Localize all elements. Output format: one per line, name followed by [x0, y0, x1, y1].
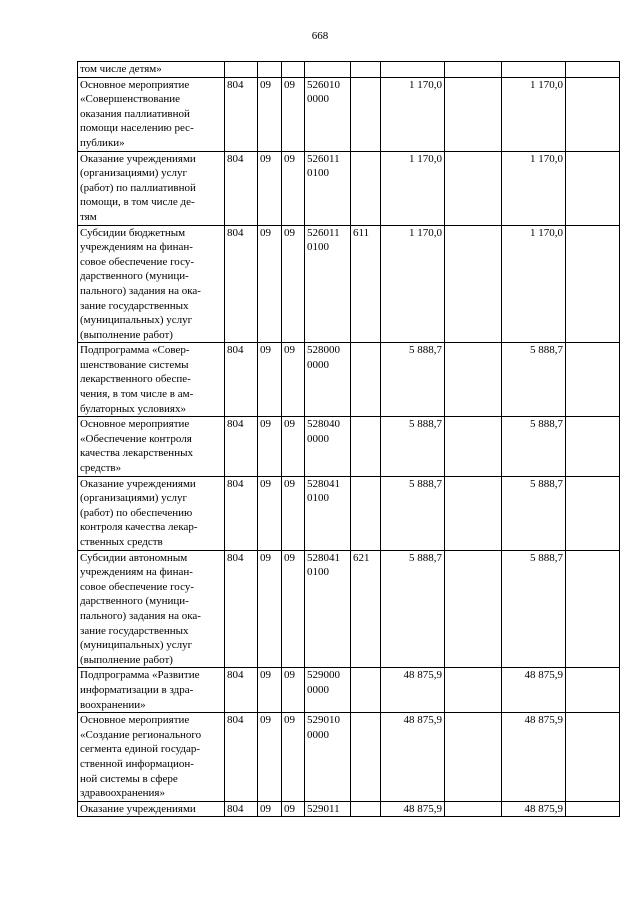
- amount-blank: [445, 225, 502, 343]
- section-code: 09: [258, 77, 282, 151]
- target-article-code: 526011 0100: [305, 225, 351, 343]
- expense-type-code: [351, 417, 381, 476]
- row-name: Оказание учреждениями (организациями) услуг (работ) по обеспечению контроля качества лекар- ственных средств: [78, 476, 225, 550]
- amount-blank-last: [566, 668, 620, 713]
- target-article-code: 529000 0000: [305, 668, 351, 713]
- expense-type-code: [351, 801, 381, 817]
- amount-blank-last: [566, 801, 620, 817]
- amount-total: 1 170,0: [381, 225, 445, 343]
- amount-blank-last: [566, 343, 620, 417]
- expense-type-code: [351, 476, 381, 550]
- amount-secondary: 48 875,9: [502, 713, 566, 802]
- section-code: [258, 62, 282, 78]
- amount-total: 5 888,7: [381, 550, 445, 668]
- target-article-code: 529010 0000: [305, 713, 351, 802]
- ministry-code: 804: [225, 668, 258, 713]
- section-code: 09: [258, 801, 282, 817]
- page-number: 668: [311, 30, 329, 42]
- section-code: 09: [258, 343, 282, 417]
- amount-total: 1 170,0: [381, 77, 445, 151]
- subsection-code: 09: [282, 225, 305, 343]
- expense-type-code: [351, 713, 381, 802]
- table-row: [78, 151, 620, 225]
- target-article-code: 528000 0000: [305, 343, 351, 417]
- ministry-code: 804: [225, 713, 258, 802]
- amount-blank-last: [566, 476, 620, 550]
- amount-blank: [445, 550, 502, 668]
- ministry-code: 804: [225, 343, 258, 417]
- row-name: Подпрограмма «Совер- шенствование системы лекарственного обеспе- чения, в том числе в ам- булаторных условиях»: [78, 343, 225, 417]
- target-article-code: 526011 0100: [305, 151, 351, 225]
- target-article-code: 526010 0000: [305, 77, 351, 151]
- ministry-code: 804: [225, 225, 258, 343]
- amount-blank: [445, 713, 502, 802]
- section-code: 09: [258, 417, 282, 476]
- amount-blank-last: [566, 417, 620, 476]
- expense-type-code: 611: [351, 225, 381, 343]
- amount-blank-last: [566, 77, 620, 151]
- expense-type-code: [351, 343, 381, 417]
- amount-blank-last: [566, 713, 620, 802]
- amount-blank: [445, 343, 502, 417]
- subsection-code: 09: [282, 77, 305, 151]
- amount-total: 1 170,0: [381, 151, 445, 225]
- amount-secondary: 1 170,0: [502, 225, 566, 343]
- subsection-code: 09: [282, 550, 305, 668]
- amount-secondary: 1 170,0: [502, 151, 566, 225]
- section-code: 09: [258, 713, 282, 802]
- target-article-code: [305, 62, 351, 78]
- section-code: 09: [258, 668, 282, 713]
- row-name: Подпрограмма «Развитие информатизации в здра- воохранении»: [78, 668, 225, 713]
- subsection-code: 09: [282, 476, 305, 550]
- amount-blank-last: [566, 550, 620, 668]
- table-row: [78, 417, 620, 476]
- amount-blank: [445, 417, 502, 476]
- amount-secondary: 48 875,9: [502, 801, 566, 817]
- ministry-code: 804: [225, 417, 258, 476]
- subsection-code: 09: [282, 343, 305, 417]
- ministry-code: 804: [225, 77, 258, 151]
- amount-secondary: 48 875,9: [502, 668, 566, 713]
- amount-total: [381, 62, 445, 78]
- subsection-code: 09: [282, 801, 305, 817]
- subsection-code: 09: [282, 417, 305, 476]
- target-article-code: 528040 0000: [305, 417, 351, 476]
- amount-blank-last: [566, 225, 620, 343]
- row-name: Субсидии автономным учреждениям на финан- совое обеспечение госу- дарственного (муници- пального) задания на ока- зание государственных (муниципальных) услуг (выполнение работ): [78, 550, 225, 668]
- amount-total: 48 875,9: [381, 801, 445, 817]
- amount-total: 5 888,7: [381, 417, 445, 476]
- subsection-code: 09: [282, 151, 305, 225]
- subsection-code: 09: [282, 713, 305, 802]
- amount-blank-last: [566, 62, 620, 78]
- expense-type-code: [351, 62, 381, 78]
- expense-type-code: [351, 668, 381, 713]
- table-row: [78, 225, 620, 343]
- amount-secondary: 1 170,0: [502, 77, 566, 151]
- amount-secondary: 5 888,7: [502, 417, 566, 476]
- amount-blank: [445, 668, 502, 713]
- ministry-code: [225, 62, 258, 78]
- amount-blank-last: [566, 151, 620, 225]
- table-row: [78, 713, 620, 802]
- target-article-code: 528041 0100: [305, 550, 351, 668]
- ministry-code: 804: [225, 151, 258, 225]
- table-row: [78, 801, 620, 817]
- amount-secondary: 5 888,7: [502, 476, 566, 550]
- section-code: 09: [258, 151, 282, 225]
- ministry-code: 804: [225, 801, 258, 817]
- amount-blank: [445, 62, 502, 78]
- row-name: Субсидии бюджетным учреждениям на финан- совое обеспечение госу- дарственного (муници- пального) задания на ока- зание государственных (муниципальных) услуг (выполнение работ): [78, 225, 225, 343]
- target-article-code: 528041 0100: [305, 476, 351, 550]
- table-row: [78, 550, 620, 668]
- amount-blank: [445, 801, 502, 817]
- budget-table: [77, 61, 620, 817]
- row-name: Оказание учреждениями: [78, 801, 225, 817]
- amount-blank: [445, 151, 502, 225]
- amount-secondary: 5 888,7: [502, 550, 566, 668]
- row-name: Оказание учреждениями (организациями) услуг (работ) по паллиативной помощи, в том числе де- тям: [78, 151, 225, 225]
- ministry-code: 804: [225, 550, 258, 668]
- table-row: [78, 77, 620, 151]
- section-code: 09: [258, 550, 282, 668]
- table-row: [78, 343, 620, 417]
- table-row: [78, 62, 620, 78]
- subsection-code: 09: [282, 668, 305, 713]
- table-row: [78, 668, 620, 713]
- row-name: Основное мероприятие «Создание регионального сегмента единой государ- ственной информацион- ной системы в сфере здравоохранения»: [78, 713, 225, 802]
- row-name: Основное мероприятие «Совершенствование оказания паллиативной помощи населению рес- публики»: [78, 77, 225, 151]
- amount-total: 48 875,9: [381, 668, 445, 713]
- row-name: Основное мероприятие «Обеспечение контроля качества лекарственных средств»: [78, 417, 225, 476]
- amount-blank: [445, 77, 502, 151]
- table-row: [78, 476, 620, 550]
- expense-type-code: [351, 77, 381, 151]
- section-code: 09: [258, 225, 282, 343]
- expense-type-code: [351, 151, 381, 225]
- expense-type-code: 621: [351, 550, 381, 668]
- amount-secondary: 5 888,7: [502, 343, 566, 417]
- row-name: том числе детям»: [78, 62, 225, 78]
- subsection-code: [282, 62, 305, 78]
- amount-blank: [445, 476, 502, 550]
- amount-total: 48 875,9: [381, 713, 445, 802]
- amount-secondary: [502, 62, 566, 78]
- ministry-code: 804: [225, 476, 258, 550]
- amount-total: 5 888,7: [381, 476, 445, 550]
- section-code: 09: [258, 476, 282, 550]
- amount-total: 5 888,7: [381, 343, 445, 417]
- target-article-code: 529011: [305, 801, 351, 817]
